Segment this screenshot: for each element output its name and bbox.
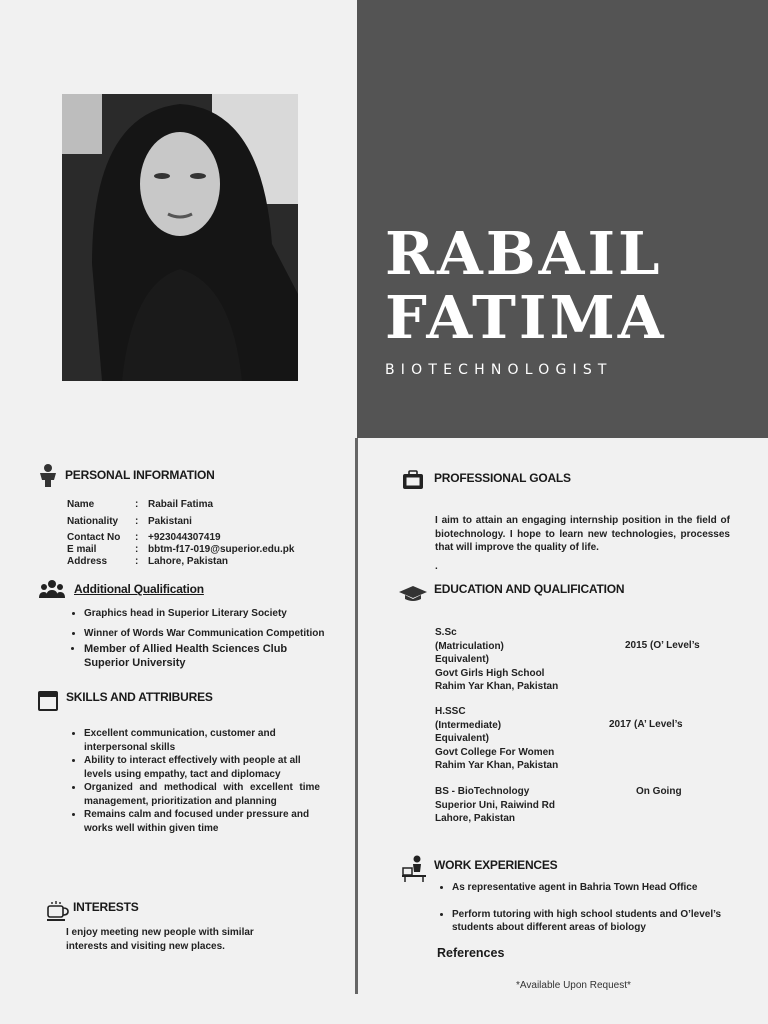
education-entry: S.Sc (Matriculation) Equivalent) Govt Girls High School Rahim Yar Khan, Pakistan [435,627,559,692]
references-title: References [437,946,505,960]
list-item: • Member of Allied Health Sciences Club Superior University [84,642,334,670]
personal-row-nationality: Nationality : Pakistani [67,515,192,527]
education-date: On Going [636,786,682,797]
list-item: • Organized and methodical with excellent time management, prioritization and planning [84,781,320,808]
list-item: • Remains calm and focused under pressure and works well within given time [84,808,320,835]
list-item: • Graphics head in Superior Literary Society [84,607,334,621]
work-experience-list [436,881,726,935]
profession-title: BIOTECHNOLOGIST [385,362,613,378]
references-note: *Available Upon Request* [516,980,631,991]
personal-info-title: PERSONAL INFORMATION [65,468,215,482]
profile-photo [62,94,298,381]
last-name: FATIMA [385,283,667,352]
personal-row-email: E mail : bbtm-f17-019@superior.edu.pk [67,543,295,555]
interests-text: I enjoy meeting new people with similar interests and visiting new places. [66,927,254,952]
group-icon [38,578,66,602]
personal-info-table [67,498,337,569]
briefcase-icon [401,468,425,492]
education-date: 2015 (O’ Level’s [625,640,700,651]
first-name: RABAIL [385,219,663,288]
goals-dot: . [435,561,438,572]
list-item: • As representative agent in Bahria Town Head Office [452,881,726,895]
list-item: • Excellent communication, customer and interpersonal skills [84,727,320,754]
work-experience-title: WORK EXPERIENCES [434,858,558,872]
personal-row-address: Address : Lahore, Pakistan [67,556,229,567]
list-item: • Winner of Words War Communication Competition [84,627,334,641]
personal-row-contact: Contact No : +923044307419 [67,532,221,543]
education-entry: BS - BioTechnology Superior Uni, Raiwind Rd Lahore, Pakistan [435,786,556,824]
column-divider [355,438,358,994]
person-icon [36,463,60,487]
education-date: 2017 (A’ Level’s [609,719,683,730]
desk-worker-icon [400,854,428,882]
skills-list [68,727,320,835]
skills-title: SKILLS AND ATTRIBURES [66,690,213,704]
additional-qualification-list [68,607,334,670]
professional-goals-text: I aim to attain an engaging internship position in the field of biotechnology. I hope to learn new technologies, processes that will improve the quality of life. [435,515,730,553]
list-item: • Perform tutoring with high school students and O’level’s students about different areas of biology [452,908,726,935]
personal-row-name: Name : Rabail Fatima [67,499,214,510]
coffee-cup-icon [46,899,70,923]
person-name [385,219,667,352]
education-entry: H.SSC (Intermediate) Equivalent) Govt College For Women Rahim Yar Khan, Pakistan [435,706,559,771]
graduation-cap-icon [398,580,428,604]
interests-title: INTERESTS [73,900,139,914]
professional-goals-title: PROFESSIONAL GOALS [434,471,571,485]
education-title: EDUCATION AND QUALIFICATION [434,582,625,596]
calendar-icon [36,689,60,713]
additional-qualification-title: Additional Qualification [74,582,204,596]
portrait-image [62,94,298,381]
list-item: • Ability to interact effectively with people at all levels using empathy, tact and diplomacy [84,754,320,781]
